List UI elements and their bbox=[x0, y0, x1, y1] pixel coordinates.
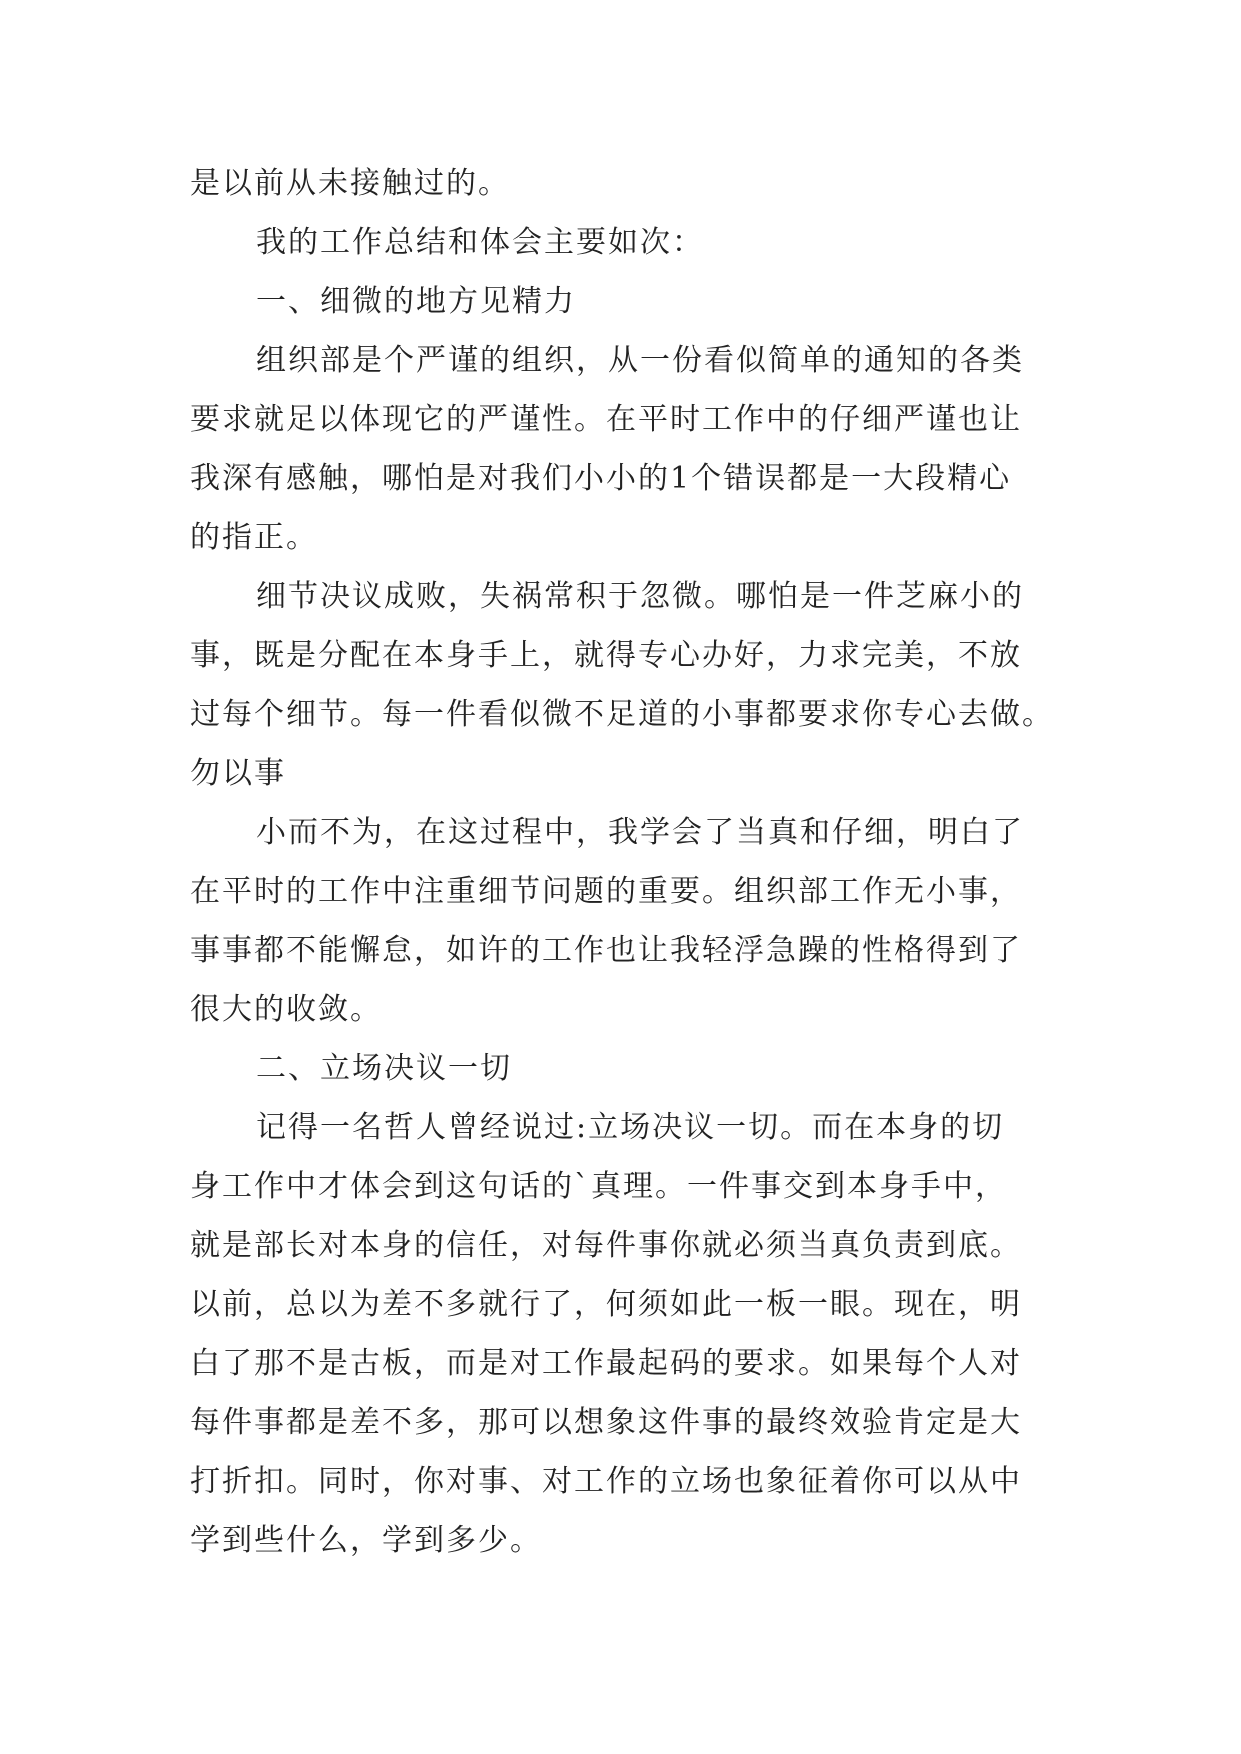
text-line: 就是部长对本身的信任，对每件事你就必须当真负责到底。 bbox=[190, 1228, 1022, 1263]
section-heading-2: 二、立场决议一切 bbox=[256, 1051, 512, 1086]
text-line: 记得一名哲人曾经说过:立场决议一切。而在本身的切 bbox=[256, 1110, 1005, 1145]
paragraph-intro: 我的工作总结和体会主要如次： bbox=[256, 225, 704, 260]
text-line: 在平时的工作中注重细节问题的重要。组织部工作无小事， bbox=[190, 874, 1022, 909]
text-line: 学到些什么，学到多少。 bbox=[190, 1523, 542, 1558]
text-line: 白了那不是古板，而是对工作最起码的要求。如果每个人对 bbox=[190, 1346, 1022, 1381]
text-line: 我深有感触，哪怕是对我们小小的1个错误都是一大段精心 bbox=[190, 461, 1012, 496]
text-line: 很大的收敛。 bbox=[190, 992, 382, 1027]
text-line: 的指正。 bbox=[190, 520, 318, 555]
text-line: 打折扣。同时，你对事、对工作的立场也象征着你可以从中 bbox=[190, 1464, 1022, 1499]
text-line: 每件事都是差不多，那可以想象这件事的最终效验肯定是大 bbox=[190, 1405, 1022, 1440]
text-line: 以前，总以为差不多就行了，何须如此一板一眼。现在，明 bbox=[190, 1287, 1022, 1322]
text-line: 事事都不能懈怠，如许的工作也让我轻浮急躁的性格得到了 bbox=[190, 933, 1022, 968]
section-heading-1: 一、细微的地方见精力 bbox=[256, 284, 576, 319]
text-line: 过每个细节。每一件看似微不足道的小事都要求你专心去做。 bbox=[190, 697, 1054, 732]
document-body bbox=[190, 154, 1060, 1570]
text-line: 勿以事 bbox=[190, 756, 286, 791]
text-line: 要求就足以体现它的严谨性。在平时工作中的仔细严谨也让 bbox=[190, 402, 1022, 437]
text-line: 事，既是分配在本身手上，就得专心办好，力求完美，不放 bbox=[190, 638, 1022, 673]
text-line: 身工作中才体会到这句话的`真理。一件事交到本身手中， bbox=[190, 1169, 1007, 1204]
text-line: 是以前从未接触过的。 bbox=[190, 166, 510, 201]
text-line: 小而不为，在这过程中，我学会了当真和仔细，明白了 bbox=[256, 815, 1024, 850]
text-line: 细节决议成败，失祸常积于忽微。哪怕是一件芝麻小的 bbox=[256, 579, 1024, 614]
text-line: 组织部是个严谨的组织，从一份看似简单的通知的各类 bbox=[256, 343, 1024, 378]
